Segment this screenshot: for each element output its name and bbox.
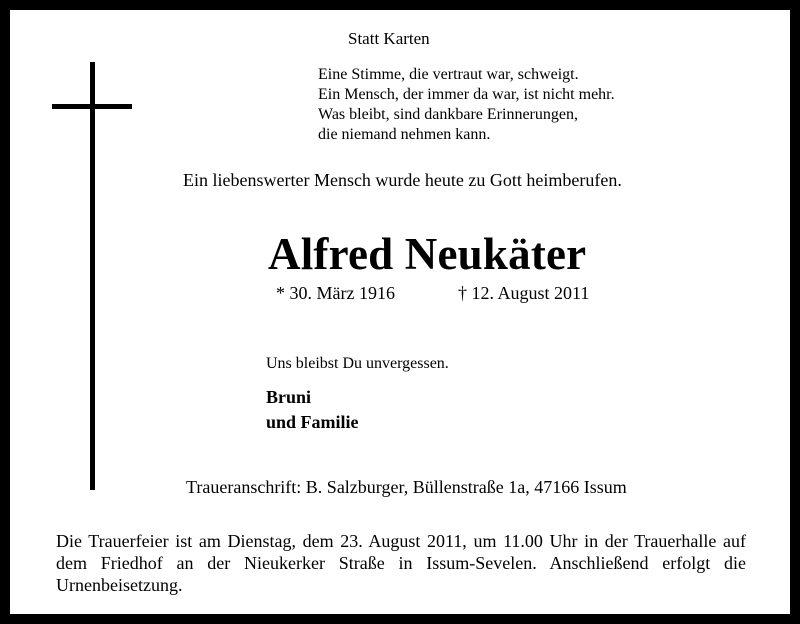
birth-date: * 30. März 1916 [276,283,395,303]
death-date: † 12. August 2011 [458,283,590,303]
poem-line: die niemand nehmen kann. [318,126,491,143]
cross-icon-vertical [90,62,95,490]
intro-text: Ein liebenswerter Mensch wurde heute zu Gott heimberufen. [183,170,622,190]
mourner-name: Bruni [266,387,312,407]
poem-line: Ein Mensch, der immer da war, ist nicht mehr. [318,86,615,103]
statt-karten-label: Statt Karten [348,29,430,48]
cross-icon-horizontal [52,104,132,109]
poem-line: Was bleibt, sind dankbare Erinnerungen, [318,106,578,123]
mourner-name: und Familie [266,412,359,432]
mourning-address: Traueranschrift: B. Salzburger, Büllenstraße 1a, 47166 Issum [186,477,627,497]
poem-line: Eine Stimme, die vertraut war, schweigt. [318,66,579,83]
remembrance-message: Uns bleibst Du unvergessen. [266,355,449,372]
funeral-info: Die Trauerfeier ist am Dienstag, dem 23. August 2011, um 11.00 Uhr in der Trauerhalle auf dem Friedhof an der Nieukerker Straße in Issum-Sevelen. Anschließend erfolgt die Urnenbeisetzung. [56,531,746,595]
poem [318,65,615,145]
obituary-notice [10,10,790,614]
deceased-name: Alfred Neukäter [268,229,587,279]
mourner-names [266,385,359,435]
